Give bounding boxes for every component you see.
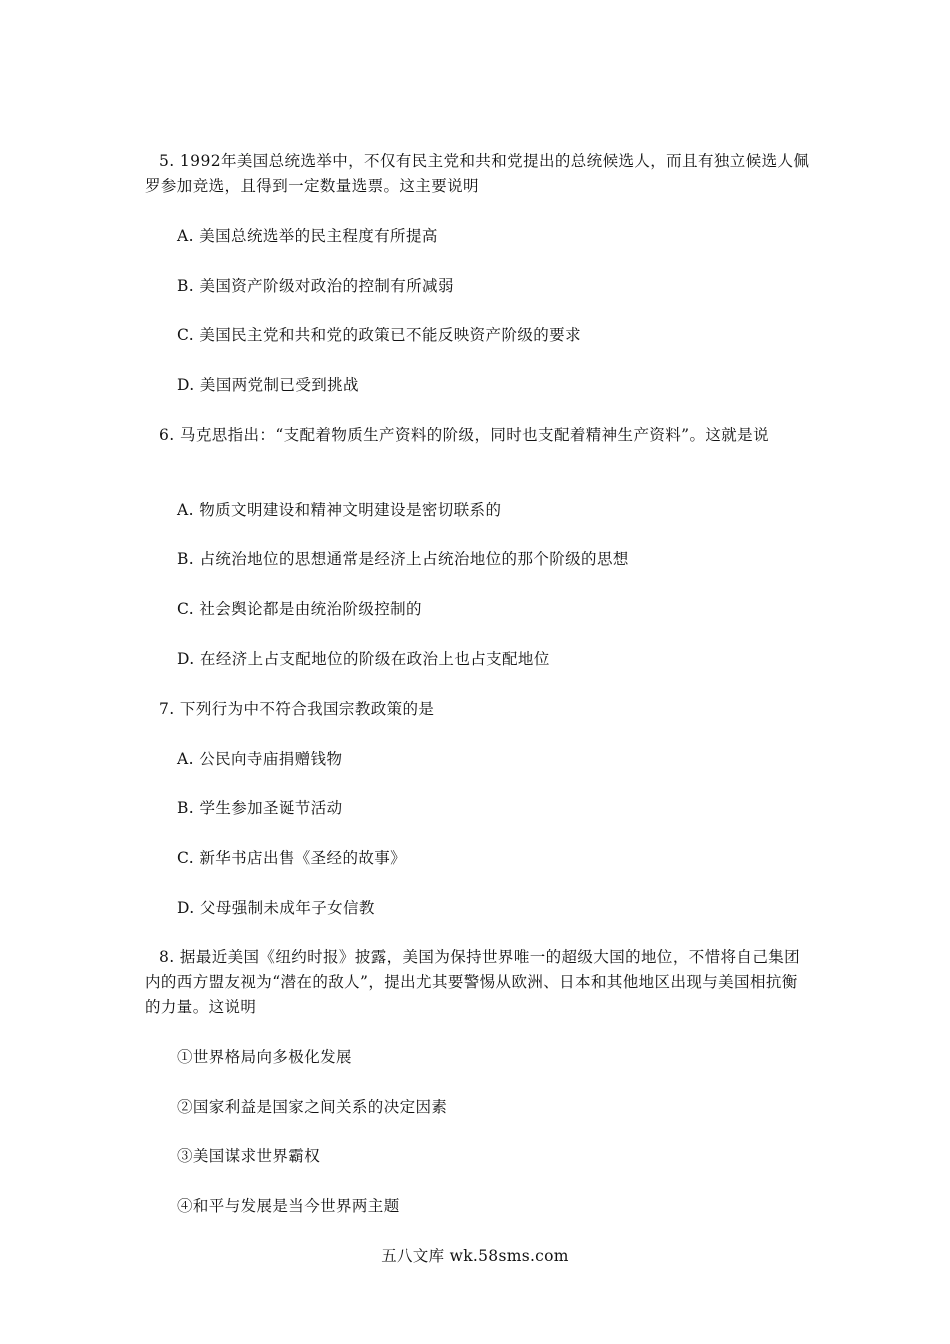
question-8-statement-4: ④和平与发展是当今世界两主题 <box>177 1197 400 1215</box>
question-6-stem: 6. 马克思指出：“支配着物质生产资料的阶级，同时也支配着精神生产资料”。这就是说 <box>159 426 769 444</box>
question-5-stem: 5. 1992年美国总统选举中，不仅有民主党和共和党提出的总统候选人，而且有独立候选人佩罗参加竞选，且得到一定数量选票。这主要说明 <box>145 152 810 195</box>
question-8-statement-2: ②国家利益是国家之间关系的决定因素 <box>177 1098 448 1116</box>
question-5-option-b: B. 美国资产阶级对政治的控制有所减弱 <box>177 277 454 295</box>
question-5-option-a: A. 美国总统选举的民主程度有所提高 <box>177 227 438 245</box>
question-7-option-d: D. 父母强制未成年子女信教 <box>177 899 375 917</box>
question-6-option-d: D. 在经济上占支配地位的阶级在政治上也占支配地位 <box>177 650 550 668</box>
question-5-option-d: D. 美国两党制已受到挑战 <box>177 376 359 394</box>
question-8-statement-3: ③美国谋求世界霸权 <box>177 1147 321 1165</box>
question-8-statement-1: ①世界格局向多极化发展 <box>177 1048 352 1066</box>
question-7-stem: 7. 下列行为中不符合我国宗教政策的是 <box>159 700 435 718</box>
question-7-option-c: C. 新华书店出售《圣经的故事》 <box>177 849 407 867</box>
question-5-option-c: C. 美国民主党和共和党的政策已不能反映资产阶级的要求 <box>177 326 581 344</box>
question-6-option-c: C. 社会舆论都是由统治阶级控制的 <box>177 600 422 618</box>
page-footer-watermark: 五八文库 wk.58sms.com <box>381 1247 569 1265</box>
question-7-option-b: B. 学生参加圣诞节活动 <box>177 799 343 817</box>
question-6-option-b: B. 占统治地位的思想通常是经济上占统治地位的那个阶级的思想 <box>177 550 629 568</box>
question-7-option-a: A. 公民向寺庙捐赠钱物 <box>177 750 343 768</box>
question-6-option-a: A. 物质文明建设和精神文明建设是密切联系的 <box>177 501 502 519</box>
question-8-stem: 8. 据最近美国《纽约时报》披露，美国为保持世界唯一的超级大国的地位，不惜将自己集团内的西方盟友视为“潜在的敌人”，提出尤其要警惕从欧洲、日本和其他地区出现与美国相抗衡的力量。这说明 <box>145 948 801 1016</box>
